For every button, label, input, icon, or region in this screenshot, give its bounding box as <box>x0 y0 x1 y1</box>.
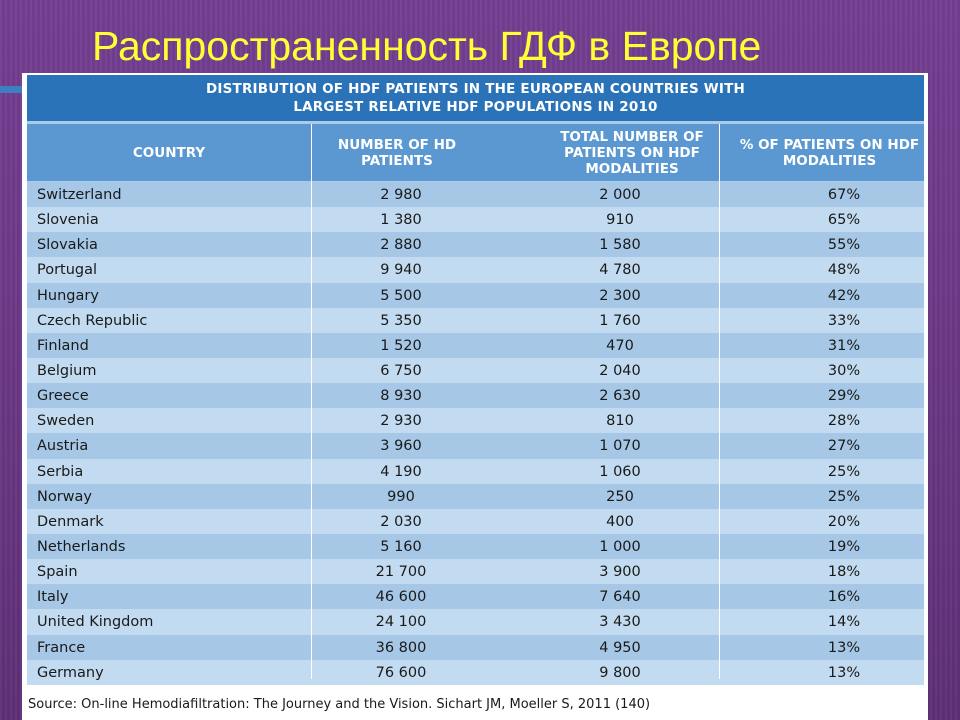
cell-country: United Kingdom <box>37 614 154 631</box>
cell-hd-patients: 2 930 <box>380 413 422 430</box>
cell-hdf-patients: 910 <box>606 212 634 229</box>
source-citation: Source: On-line Hemodiafiltration: The Journey and the Vision. Sichart JM, Moeller S, 2011 (140) <box>28 697 651 712</box>
cell-hd-patients: 46 600 <box>375 589 427 606</box>
cell-hd-patients: 2 030 <box>380 513 422 530</box>
cell-country: Switzerland <box>37 187 122 203</box>
cell-hd-patients: 24 100 <box>375 614 427 631</box>
table-header-row <box>27 124 924 181</box>
cell-hdf-percent: 55% <box>827 237 861 254</box>
cell-hdf-percent: 65% <box>827 212 861 229</box>
cell-hdf-patients: 1 760 <box>599 312 641 329</box>
cell-hd-patients: 5 500 <box>380 287 422 304</box>
cell-hdf-patients: 250 <box>606 488 634 505</box>
cell-hdf-patients: 7 640 <box>599 589 641 606</box>
cell-country: Denmark <box>37 513 104 530</box>
table-row <box>27 509 924 534</box>
cell-hdf-percent: 13% <box>827 639 861 656</box>
table-row <box>27 283 924 308</box>
table-row <box>27 358 924 383</box>
table-row <box>27 207 924 232</box>
table-row <box>27 383 924 408</box>
cell-country: Sweden <box>37 413 95 430</box>
cell-country: Belgium <box>37 362 97 379</box>
slide-title: Распространенность ГДФ в Европе <box>92 23 762 69</box>
cell-hdf-patients: 4 950 <box>599 639 641 656</box>
cell-hdf-percent: 19% <box>827 538 861 555</box>
table-row <box>27 459 924 484</box>
cell-hdf-patients: 1 070 <box>599 438 641 455</box>
cell-country: Spain <box>37 564 78 581</box>
cell-hdf-patients: 3 900 <box>599 564 641 581</box>
cell-hdf-percent: 67% <box>827 187 861 203</box>
cell-hd-patients: 5 160 <box>380 538 422 555</box>
cell-country: Netherlands <box>37 538 126 555</box>
cell-hd-patients: 4 190 <box>380 463 422 480</box>
cell-hdf-percent: 33% <box>827 312 861 329</box>
cell-hdf-percent: 42% <box>827 287 861 304</box>
cell-hdf-patients: 810 <box>606 413 634 430</box>
cell-country: Hungary <box>37 287 99 304</box>
cell-hdf-patients: 2 000 <box>599 187 641 203</box>
cell-country: Finland <box>37 337 89 354</box>
table-row <box>27 182 924 207</box>
cell-hd-patients: 2 880 <box>380 237 422 254</box>
header-hdf-patients: TOTAL NUMBER OF PATIENTS ON HDF MODALITIES <box>560 128 704 177</box>
cell-hd-patients: 36 800 <box>375 639 427 656</box>
cell-hdf-percent: 27% <box>827 438 861 455</box>
cell-hdf-patients: 1 000 <box>599 538 641 555</box>
cell-hdf-percent: 31% <box>827 337 861 354</box>
table-row <box>27 232 924 257</box>
cell-hd-patients: 9 940 <box>380 262 422 279</box>
cell-hdf-percent: 18% <box>827 564 861 581</box>
cell-hdf-percent: 28% <box>827 413 861 430</box>
table-caption <box>27 75 924 121</box>
cell-hdf-percent: 48% <box>827 262 861 279</box>
header-hd-patients: NUMBER OF HD PATIENTS <box>337 136 457 169</box>
table-body <box>27 182 924 685</box>
cell-hdf-patients: 470 <box>606 337 634 354</box>
header-country: COUNTRY <box>132 144 206 161</box>
cell-country: France <box>37 639 86 656</box>
cell-hdf-patients: 1 580 <box>599 237 641 254</box>
cell-country: Slovenia <box>37 212 99 229</box>
cell-hd-patients: 1 380 <box>380 212 422 229</box>
cell-country: Greece <box>37 388 89 405</box>
table-caption-line2: LARGEST RELATIVE HDF POPULATIONS IN 2010 <box>293 99 658 115</box>
cell-hdf-percent: 13% <box>827 664 861 681</box>
cell-hd-patients: 6 750 <box>380 362 422 379</box>
cell-hdf-percent: 30% <box>827 362 861 379</box>
cell-hdf-percent: 25% <box>827 488 861 505</box>
table-caption-line1: DISTRIBUTION OF HDF PATIENTS IN THE EUROPEAN COUNTRIES WITH <box>205 81 745 97</box>
table-row <box>27 660 924 685</box>
table-row <box>27 333 924 358</box>
cell-country: Germany <box>37 664 104 681</box>
column-divider <box>719 124 720 679</box>
table-row <box>27 609 924 634</box>
cell-hdf-patients: 1 060 <box>599 463 641 480</box>
cell-hd-patients: 21 700 <box>375 564 427 581</box>
table-panel <box>22 73 928 720</box>
cell-hd-patients: 1 520 <box>380 337 422 354</box>
table-row <box>27 257 924 282</box>
hdf-table <box>27 75 924 679</box>
cell-hdf-patients: 4 780 <box>599 262 641 279</box>
table-row <box>27 308 924 333</box>
cell-hdf-patients: 2 300 <box>599 287 641 304</box>
cell-hdf-patients: 9 800 <box>599 664 641 681</box>
cell-hdf-percent: 25% <box>827 463 861 480</box>
cell-hd-patients: 3 960 <box>380 438 422 455</box>
cell-hd-patients: 990 <box>387 488 415 505</box>
cell-country: Serbia <box>37 463 84 480</box>
decorative-tab <box>0 86 22 93</box>
table-row <box>27 584 924 609</box>
cell-hdf-patients: 400 <box>606 513 634 530</box>
cell-country: Czech Republic <box>37 312 148 329</box>
table-row <box>27 559 924 584</box>
cell-country: Austria <box>37 438 89 455</box>
cell-country: Slovakia <box>37 237 98 254</box>
cell-hdf-patients: 3 430 <box>599 614 641 631</box>
cell-hd-patients: 2 980 <box>380 187 422 203</box>
cell-hdf-patients: 2 040 <box>599 362 641 379</box>
cell-hd-patients: 76 600 <box>375 664 427 681</box>
table-row <box>27 408 924 433</box>
cell-hdf-percent: 14% <box>827 614 861 631</box>
column-divider <box>311 124 312 679</box>
table-row <box>27 534 924 559</box>
table-row <box>27 635 924 660</box>
cell-hdf-percent: 16% <box>827 589 861 606</box>
cell-hdf-patients: 2 630 <box>599 388 641 405</box>
cell-country: Norway <box>37 488 93 505</box>
cell-country: Italy <box>37 589 69 606</box>
cell-hd-patients: 8 930 <box>380 388 422 405</box>
header-hdf-percent: % OF PATIENTS ON HDF MODALITIES <box>739 136 920 169</box>
cell-hdf-percent: 29% <box>827 388 861 405</box>
table-row <box>27 433 924 458</box>
cell-hdf-percent: 20% <box>827 513 861 530</box>
cell-country: Portugal <box>37 262 98 279</box>
cell-hd-patients: 5 350 <box>380 312 422 329</box>
table-row <box>27 484 924 509</box>
